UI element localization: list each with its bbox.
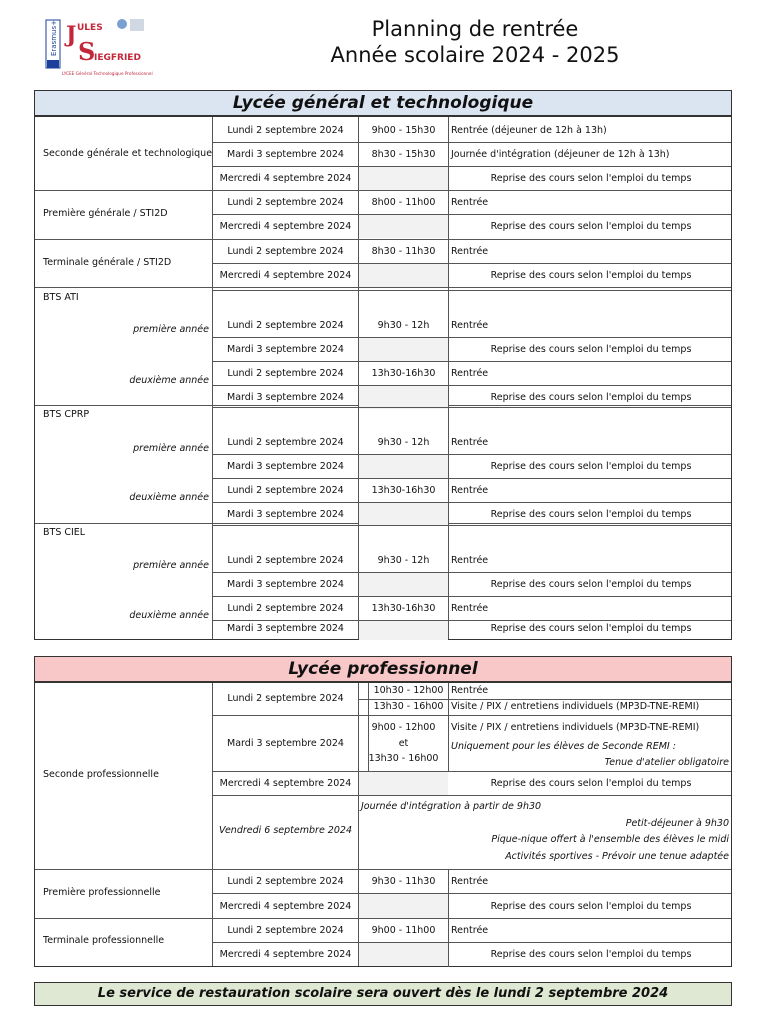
time-cell: 9h00 - 12h00 — [371, 722, 436, 733]
row-divider — [213, 795, 731, 796]
info-cell: Reprise des cours selon l'emploi du temps — [490, 623, 692, 634]
row-divider — [213, 771, 731, 772]
date-cell: Mercredi 4 septembre 2024 — [219, 901, 352, 912]
time-cell: 9h30 - 12h — [377, 320, 430, 331]
empty-time-cell — [359, 894, 448, 918]
info-cell: Rentrée — [451, 603, 489, 614]
info-cell: Reprise des cours selon l'emploi du temps — [490, 778, 692, 789]
date-cell: Mardi 3 septembre 2024 — [227, 344, 344, 355]
time-cell: 10h30 - 12h00 — [373, 685, 444, 696]
time-cell: 9h00 - 15h30 — [371, 125, 436, 136]
row-divider — [213, 361, 731, 362]
empty-time-cell — [359, 215, 448, 238]
time-cell: 13h30-16h30 — [371, 603, 436, 614]
info-cell: Reprise des cours selon l'emploi du temps — [490, 221, 692, 232]
row-divider — [359, 699, 731, 700]
row-divider — [213, 337, 731, 338]
row-divider — [213, 290, 731, 291]
section-heading-pro: Lycée professionnel — [34, 656, 732, 682]
empty-time-cell — [359, 772, 448, 795]
year-label: deuxième année — [129, 375, 209, 386]
logo-subtext: LYCEE Général Technologique Professionnel — [62, 71, 153, 76]
date-cell: Mercredi 4 septembre 2024 — [219, 949, 352, 960]
time-cell: 13h30-16h30 — [371, 368, 436, 379]
date-cell: Mardi 3 septembre 2024 — [227, 738, 344, 749]
date-cell: Lundi 2 septembre 2024 — [227, 555, 344, 566]
info-cell: Rentrée — [451, 246, 489, 257]
info-cell: Reprise des cours selon l'emploi du temps — [490, 579, 692, 590]
svg-text:J: J — [66, 22, 77, 48]
info-cell: Visite / PIX / entretiens individuels (MP3D-TNE-REMI) — [451, 722, 700, 733]
info-note: Tenue d'atelier obligatoire — [604, 757, 729, 768]
date-cell: Mercredi 4 septembre 2024 — [219, 221, 352, 232]
time-cell: 8h00 - 11h00 — [371, 197, 436, 208]
info-cell: Reprise des cours selon l'emploi du temps — [490, 344, 692, 355]
date-cell: Lundi 2 septembre 2024 — [227, 246, 344, 257]
empty-time-cell — [359, 338, 448, 361]
info-cell: Reprise des cours selon l'emploi du temps — [490, 173, 692, 184]
info-cell: Reprise des cours selon l'emploi du temps — [490, 392, 692, 403]
row-divider — [213, 263, 731, 264]
info-cell: Reprise des cours selon l'emploi du temps — [490, 949, 692, 960]
row-divider — [213, 454, 731, 455]
date-cell: Lundi 2 septembre 2024 — [227, 320, 344, 331]
info-cell: Rentrée — [451, 876, 489, 887]
date-cell: Vendredi 6 septembre 2024 — [219, 825, 352, 836]
empty-time-cell — [359, 167, 448, 190]
date-cell: Mardi 3 septembre 2024 — [227, 623, 344, 634]
year-label: deuxième année — [129, 610, 209, 621]
title-line-1: Planning de rentrée — [371, 17, 579, 41]
info-cell: Rentrée — [451, 368, 489, 379]
date-cell: Lundi 2 septembre 2024 — [227, 485, 344, 496]
class-name: Seconde générale et technologique — [43, 148, 213, 159]
info-cell: Rentrée — [451, 925, 489, 936]
info-line: Petit-déjeuner à 9h30 — [625, 818, 729, 829]
empty-time-cell — [359, 264, 448, 287]
class-name: Première professionnelle — [43, 887, 161, 898]
row-divider — [213, 942, 731, 943]
info-cell: Rentrée — [451, 320, 489, 331]
row-divider — [213, 239, 731, 240]
year-label: deuxième année — [129, 492, 209, 503]
row-divider — [213, 715, 731, 716]
class-name: BTS CPRP — [43, 409, 90, 420]
time-cell: 13h30 - 16h00 — [373, 701, 444, 712]
info-cell: Rentrée — [451, 485, 489, 496]
row-divider — [213, 385, 731, 386]
class-name: Seconde professionnelle — [43, 769, 159, 780]
date-cell: Mercredi 4 septembre 2024 — [219, 778, 352, 789]
time-cell: 13h30 - 16h00 — [368, 753, 439, 764]
date-cell: Lundi 2 septembre 2024 — [227, 603, 344, 614]
time-cell: 9h30 - 12h — [377, 437, 430, 448]
info-cell: Reprise des cours selon l'emploi du temps — [490, 901, 692, 912]
row-divider — [213, 142, 731, 143]
info-cell: Reprise des cours selon l'emploi du temps — [490, 509, 692, 520]
empty-time-cell — [359, 503, 448, 526]
row-divider — [35, 287, 731, 288]
row-divider — [213, 620, 731, 621]
school-logo — [44, 16, 156, 80]
title-line-2: Année scolaire 2024 - 2025 — [330, 43, 620, 67]
row-divider — [213, 525, 731, 526]
year-label: première année — [133, 443, 209, 454]
row-divider — [213, 407, 731, 408]
empty-time-cell — [359, 621, 448, 640]
row-divider — [35, 918, 731, 919]
time-cell: 9h30 - 12h — [377, 555, 430, 566]
row-divider — [213, 190, 731, 191]
info-line: Pique-nique offert à l'ensemble des élèves le midi — [491, 834, 729, 845]
class-name: Terminale professionnelle — [43, 935, 165, 946]
restaurant-notice: Le service de restauration scolaire sera ouvert dès le lundi 2 septembre 2024 — [34, 982, 732, 1006]
date-cell: Mardi 3 septembre 2024 — [227, 392, 344, 403]
row-divider — [213, 166, 731, 167]
row-divider — [213, 478, 731, 479]
svg-text:S: S — [78, 37, 96, 66]
class-name: BTS ATI — [43, 292, 79, 303]
time-cell: 9h00 - 11h00 — [371, 925, 436, 936]
date-cell: Mardi 3 septembre 2024 — [227, 149, 344, 160]
class-name: Première générale / STI2D — [43, 208, 168, 219]
year-label: première année — [133, 560, 209, 571]
table-gt — [34, 116, 732, 640]
info-note: Uniquement pour les élèves de Seconde REMI : — [451, 741, 676, 752]
date-cell: Lundi 2 septembre 2024 — [227, 125, 344, 136]
svg-text:IEGFRIED: IEGFRIED — [94, 53, 141, 63]
row-divider — [213, 893, 731, 894]
info-line: Activités sportives - Prévoir une tenue adaptée — [505, 851, 729, 862]
row-divider — [213, 502, 731, 503]
date-cell: Lundi 2 septembre 2024 — [227, 693, 344, 704]
svg-text:ULES: ULES — [77, 23, 103, 33]
table-pro — [34, 682, 732, 967]
section-heading-gt: Lycée général et technologique — [34, 90, 732, 116]
info-cell: Rentrée — [451, 197, 489, 208]
date-cell: Mardi 3 septembre 2024 — [227, 579, 344, 590]
erasmus-label: Erasmus+ — [50, 19, 58, 56]
row-divider — [213, 596, 731, 597]
class-name: Terminale générale / STI2D — [43, 257, 172, 268]
info-cell: Reprise des cours selon l'emploi du temps — [490, 270, 692, 281]
year-label: première année — [133, 324, 209, 335]
class-name: BTS CIEL — [43, 527, 86, 538]
date-cell: Mardi 3 septembre 2024 — [227, 509, 344, 520]
info-cell: Visite / PIX / entretiens individuels (MP3D-TNE-REMI) — [451, 701, 700, 712]
info-cell: Journée d'intégration (déjeuner de 12h à 13h) — [451, 149, 670, 160]
date-cell: Lundi 2 septembre 2024 — [227, 437, 344, 448]
empty-time-cell — [359, 573, 448, 596]
empty-time-cell — [359, 943, 448, 966]
time-cell: et — [398, 738, 409, 749]
info-line: Journée d'intégration à partir de 9h30 — [361, 801, 542, 812]
info-cell: Rentrée — [451, 685, 489, 696]
time-cell: 9h30 - 11h30 — [371, 876, 436, 887]
empty-time-cell — [359, 386, 448, 409]
time-cell: 8h30 - 15h30 — [371, 149, 436, 160]
time-cell: 13h30-16h30 — [371, 485, 436, 496]
row-divider — [213, 214, 731, 215]
info-cell: Reprise des cours selon l'emploi du temps — [490, 461, 692, 472]
date-cell: Lundi 2 septembre 2024 — [227, 368, 344, 379]
row-divider — [213, 572, 731, 573]
info-cell: Rentrée — [451, 437, 489, 448]
date-cell: Lundi 2 septembre 2024 — [227, 876, 344, 887]
empty-time-cell — [359, 455, 448, 478]
time-cell: 8h30 - 11h30 — [371, 246, 436, 257]
date-cell: Mercredi 4 septembre 2024 — [219, 173, 352, 184]
date-cell: Lundi 2 septembre 2024 — [227, 925, 344, 936]
row-divider — [35, 869, 731, 870]
page-title — [290, 16, 660, 68]
date-cell: Mercredi 4 septembre 2024 — [219, 270, 352, 281]
info-cell: Rentrée — [451, 555, 489, 566]
date-cell: Lundi 2 septembre 2024 — [227, 197, 344, 208]
info-cell: Rentrée (déjeuner de 12h à 13h) — [451, 125, 607, 136]
date-cell: Mardi 3 septembre 2024 — [227, 461, 344, 472]
